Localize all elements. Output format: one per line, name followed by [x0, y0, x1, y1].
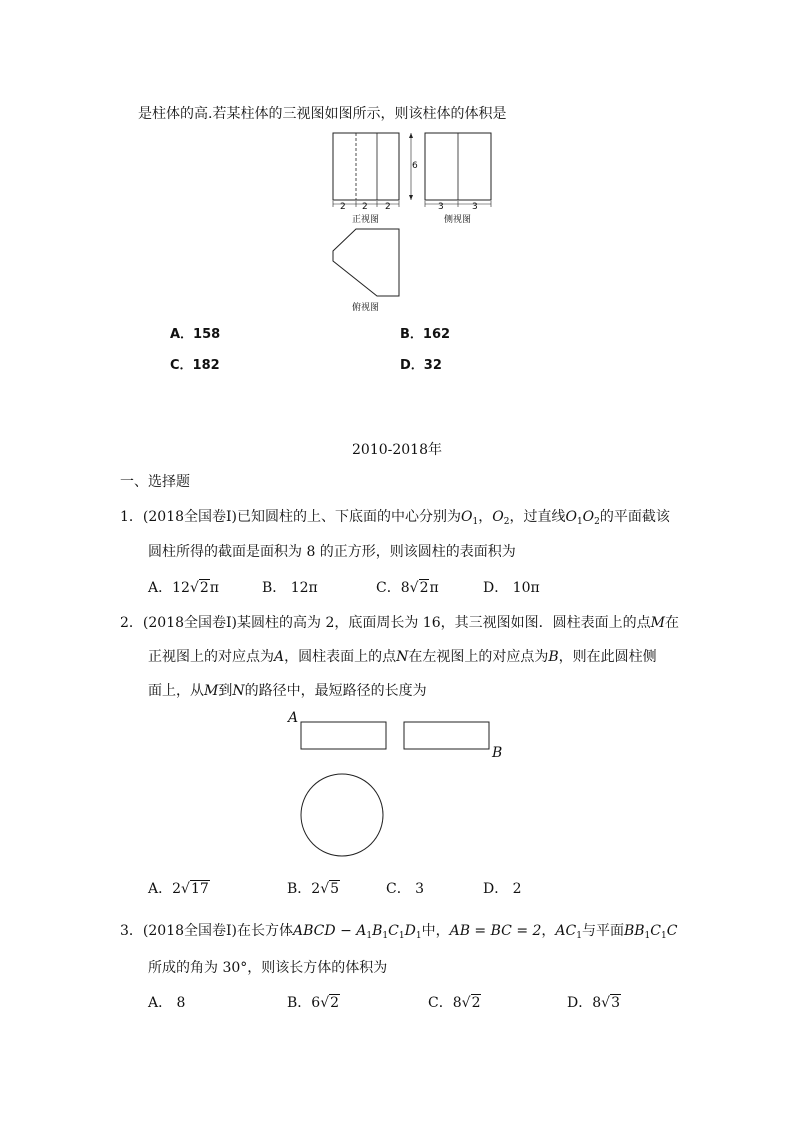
q1-line1: 1．(2018全国卷Ⅰ)已知圆柱的上、下底面的中心分别为$O_1$，$O_2$，过直线$O_1O_2$的平面截该: [120, 509, 670, 527]
q1-option-a: A．12√2π: [148, 580, 219, 596]
prev-intro: 是柱体的高.若某柱体的三视图如图所示，则该柱体的体积是: [138, 106, 507, 122]
q1-option-d: D． 10π: [483, 580, 540, 596]
front-view-label: 正视图: [352, 215, 380, 225]
side-view-label: 侧视图: [444, 215, 472, 225]
point-a-label: A: [288, 710, 299, 726]
prev-option-b: B．162: [400, 327, 451, 342]
q3-option-b: B．6√2: [287, 995, 340, 1011]
prev-option-c: C．182: [170, 358, 220, 373]
q3-option-a: A． 8: [148, 995, 186, 1011]
front-dim-3: 2: [385, 202, 391, 212]
q2-line3: 面上，从M到N的路径中，最短路径的长度为: [148, 683, 427, 699]
prev-option-a: A．158: [170, 327, 221, 342]
q2-option-d: D． 2: [483, 881, 522, 897]
q1-option-c: C．8√2π: [376, 580, 439, 596]
side-dim-2: 3: [472, 202, 478, 212]
side-view: [425, 133, 491, 207]
prev-option-d: D．32: [400, 358, 442, 373]
section-year-title: 2010-2018年: [352, 442, 442, 458]
q3-option-d: D．8√3: [567, 995, 620, 1011]
q3-line2: 所成的角为 30°，则该长方体的体积为: [148, 960, 388, 976]
q2-option-b: B．2√5: [287, 881, 340, 897]
section-heading: 一、选择题: [120, 474, 190, 490]
side-dim-1: 3: [438, 202, 444, 212]
top-view-circle: [301, 774, 383, 856]
front-dim-2: 2: [362, 202, 368, 212]
front-view: [333, 133, 413, 207]
top-view: [333, 229, 399, 296]
q3-option-c: C．8√2: [428, 995, 481, 1011]
point-b-label: B: [492, 745, 503, 761]
front-view-rect: [301, 722, 386, 749]
height-dim-label: 6: [412, 161, 418, 171]
q3-line1: 3．(2018全国卷Ⅰ)在长方体ABCD − $A_1B_1C_1D_1$中，AB = BC = 2，$AC_1$与平面$BB_1C_1C$: [120, 923, 678, 941]
top-view-label: 俯视图: [352, 303, 380, 313]
q1-option-b: B． 12π: [262, 580, 318, 596]
side-view-rect: [404, 722, 489, 749]
q2-option-c: C． 3: [386, 881, 425, 897]
q1-line2: 圆柱所得的截面是面积为 8 的正方形，则该圆柱的表面积为: [148, 544, 516, 560]
cylinder-three-view-figure: [295, 715, 495, 860]
front-dim-1: 2: [340, 202, 346, 212]
q2-line1: 2．(2018全国卷Ⅰ)某圆柱的高为 2，底面周长为 16，其三视图如图．圆柱表面上的点M在: [120, 615, 679, 631]
q2-option-a: A．2√17: [148, 881, 209, 897]
q2-line2: 正视图上的对应点为A，圆柱表面上的点N在左视图上的对应点为B，则在此圆柱侧: [148, 649, 657, 665]
